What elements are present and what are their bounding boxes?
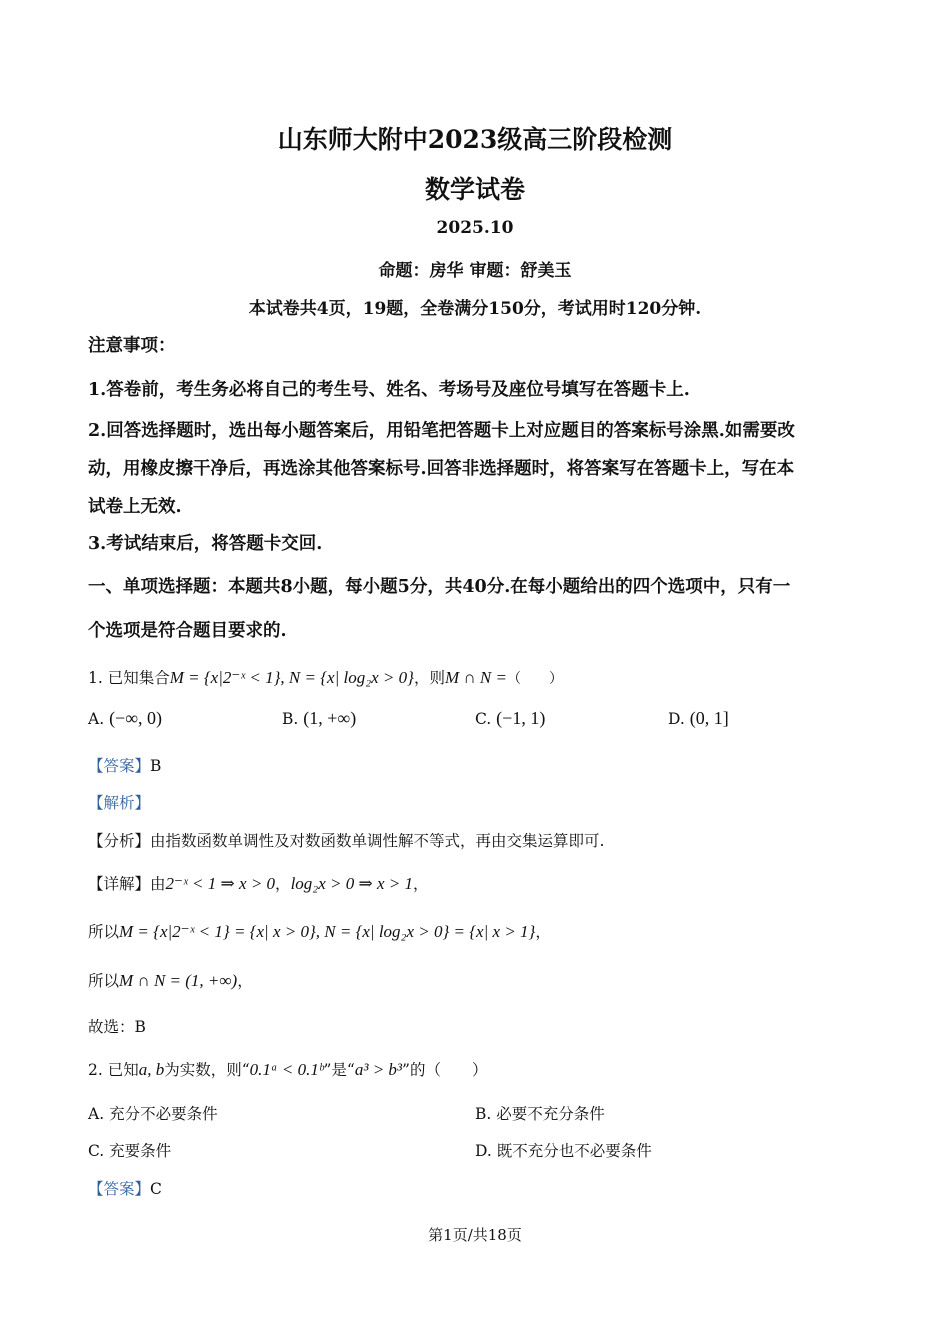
so-1-pre: 所以 <box>88 923 120 941</box>
question-1-detail <box>88 872 429 894</box>
question-2-mid-3: ”的（ ） <box>402 1061 488 1079</box>
question-1-stem <box>88 666 563 688</box>
option-label: A. <box>88 1105 105 1123</box>
option-label: A. <box>88 710 105 728</box>
answer-tag: 【答案】 <box>88 757 151 775</box>
page-number: 第1页/共18页 <box>428 1226 522 1244</box>
option-value: (−1, 1) <box>496 708 546 728</box>
option-label: B. <box>282 710 299 728</box>
question-1-analysis-tag: 【解析】 <box>88 794 151 812</box>
exam-title: 山东师大附中2023级高三阶段检测 <box>277 125 673 154</box>
detail-expression-1: 2⁻ˣ < 1 ⇒ x > 0 <box>165 874 276 893</box>
exam-info: 本试卷共4页，19题，全卷满分150分，考试用时120分钟. <box>248 299 702 319</box>
option-value: (−∞, 0) <box>109 708 163 728</box>
question-2-option-c <box>88 1139 171 1161</box>
question-2-prefix: 2. 已知 <box>88 1061 139 1079</box>
question-2-option-a <box>88 1102 218 1124</box>
question-1-choose: 故选：B <box>88 1018 146 1036</box>
section-1-line-1: 一、单项选择题：本题共8小题，每小题5分，共40分.在每小题给出的四个选项中，只有一 <box>88 577 791 597</box>
exam-date: 2025.10 <box>436 218 514 238</box>
note-item-2-line-2: 动，用橡皮擦干净后，再选涂其他答案标号.回答非选择题时，将答案写在答题卡上，写在本 <box>88 459 795 479</box>
option-label: B. <box>475 1105 492 1123</box>
question-2-stem <box>88 1058 487 1080</box>
question-1-mid: ，则 <box>413 669 445 687</box>
so-2-pre: 所以 <box>88 972 120 990</box>
notes-heading: 注意事项： <box>88 336 176 356</box>
question-1-intersection: M ∩ N = <box>444 668 507 687</box>
answer-tag: 【答案】 <box>88 1180 151 1198</box>
so-1-end: ， <box>535 923 551 941</box>
option-value: 必要不充分条件 <box>496 1105 605 1123</box>
option-label: C. <box>475 710 492 728</box>
detail-expression-2: log₂x > 0 ⇒ x > 1 <box>290 874 413 893</box>
question-2-answer <box>88 1177 162 1199</box>
question-2-expression-2: a³ > b³ <box>354 1060 403 1079</box>
detail-end: ， <box>412 875 429 893</box>
section-1-line-2: 个选项是符合题目要求的. <box>88 621 287 641</box>
fenxi-text: 由指数函数单调性及对数函数单调性解不等式，再由交集运算即可. <box>150 832 605 850</box>
option-label: D. <box>475 1142 492 1160</box>
detail-pre: 由 <box>150 875 166 893</box>
detail-tag: 【详解】 <box>88 875 151 893</box>
note-item-3: 3.考试结束后，将答题卡交回. <box>88 534 323 554</box>
question-1-prefix: 1. 已知集合 <box>88 669 170 687</box>
answer-value: C <box>150 1180 162 1198</box>
question-1-option-d <box>668 708 729 729</box>
question-1-so-1 <box>88 920 551 942</box>
option-value: (1, +∞) <box>303 708 357 728</box>
question-1-option-b <box>282 708 356 729</box>
question-1-set-expression: M = {x|2⁻ˣ < 1}, N = {x| log₂x > 0} <box>169 668 414 687</box>
so-1-expression: M = {x|2⁻ˣ < 1} = {x| x > 0}, N = {x| log₂x > 0} = {x| x > 1} <box>119 922 536 941</box>
question-2-option-d <box>475 1139 652 1161</box>
question-2-expression-1: 0.1ᵃ < 0.1ᵇ <box>249 1060 324 1079</box>
answer-value: B <box>150 757 162 775</box>
detail-sep: ， <box>275 875 291 893</box>
question-2-mid-1: 为实数，则“ <box>164 1061 250 1079</box>
note-item-2-line-3: 试卷上无效. <box>88 497 182 517</box>
question-2-mid-2: ”是“ <box>323 1061 355 1079</box>
option-label: D. <box>668 710 685 728</box>
fenxi-tag: 【分析】 <box>88 832 151 850</box>
question-1-option-a <box>88 708 162 729</box>
option-value: 充分不必要条件 <box>109 1105 218 1123</box>
question-1-answer <box>88 754 161 776</box>
question-1-fenxi <box>88 829 604 851</box>
question-2-option-b <box>475 1102 605 1124</box>
option-value: 既不充分也不必要条件 <box>496 1142 652 1160</box>
so-2-expression: M ∩ N = (1, +∞) <box>119 971 238 990</box>
so-2-end: ， <box>237 972 253 990</box>
note-item-1: 1.答卷前，考生务必将自己的考生号、姓名、考场号及座位号填写在答题卡上. <box>88 380 690 400</box>
option-value: (0, 1] <box>689 708 729 728</box>
note-item-2-line-1: 2.回答选择题时，选出每小题答案后，用铅笔把答题卡上对应题目的答案标号涂黑.如需要改 <box>88 421 795 441</box>
question-2-vars: a, b <box>138 1060 165 1079</box>
question-1-so-2 <box>88 969 253 991</box>
option-label: C. <box>88 1142 105 1160</box>
exam-authors: 命题：房华 审题：舒美玉 <box>378 261 572 281</box>
question-1-blank: （ ） <box>506 671 563 687</box>
option-value: 充要条件 <box>109 1142 172 1160</box>
exam-subtitle: 数学试卷 <box>424 175 525 204</box>
question-1-option-c <box>475 708 545 729</box>
